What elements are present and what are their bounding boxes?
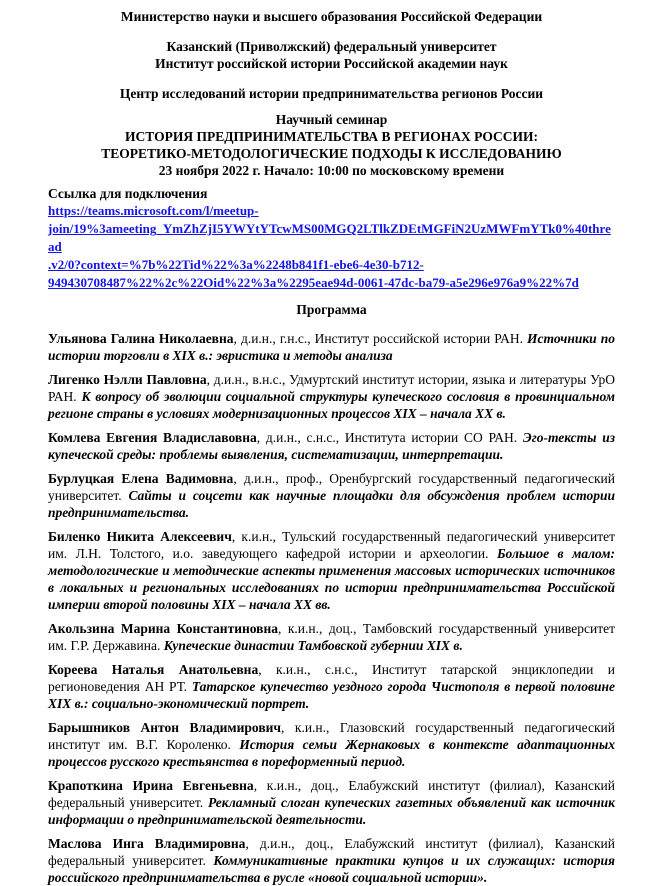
connection-link-block [48, 185, 615, 292]
institute-line: Институт российской истории Российской академии наук [155, 56, 508, 71]
meeting-link[interactable] [48, 202, 615, 292]
program-entry [48, 777, 615, 828]
program-entry [48, 330, 615, 364]
seminar-title-block [48, 111, 615, 179]
speaker-name: Биленко Никита Алексеевич [48, 529, 232, 544]
program-entry [48, 719, 615, 770]
seminar-datetime: 23 ноября 2022 г. Начало: 10:00 по московскому времени [158, 163, 505, 178]
talk-topic: История семьи Жернаковых в контексте адаптационных процессов русского крестьянства в пореформенный период. [48, 737, 615, 769]
speaker-details: , д.и.н., с.н.с., Института истории СО РАН. [256, 430, 523, 445]
connection-link-label: Ссылка для подключения [48, 186, 208, 201]
talk-topic: Эго-тексты из купеческой среды: проблемы выявления, систематизации, интерпретации. [48, 430, 615, 462]
program-entry [48, 620, 615, 654]
speaker-name: Комлева Евгения Владиславовна [48, 430, 257, 445]
talk-topic: Источники по истории торговли в XIX в.: эвристика и методы анализа [48, 331, 615, 363]
speaker-details: , д.и.н., проф., Оренбургский государственный педагогический университет. [48, 471, 615, 503]
meeting-link-line: https://teams.microsoft.com/l/meetup- [48, 203, 259, 218]
speaker-details: , к.и.н., доц., Елабужский институт (филиал), Казанский федеральный университет. [48, 778, 615, 810]
speaker-details: , д.и.н., г.н.с., Институт российской истории РАН. [233, 331, 528, 346]
program-entries [48, 330, 615, 886]
speaker-name: Бурлуцкая Елена Вадимовна [48, 471, 234, 486]
speaker-details: , к.и.н., Тульский государственный педагогический университет им. Л.Н. Толстого, и.о. заведующего кафедрой истории и археологии. [48, 529, 615, 561]
speaker-details: , к.и.н., доц., Тамбовский государственный университет им. Г.Р. Державина. [48, 621, 615, 653]
speaker-details: , к.и.н., Глазовский государственный педагогический институт им. В.Г. Короленко. [48, 720, 615, 752]
speaker-name: Крапоткина Ирина Евгеньевна [48, 778, 254, 793]
program-entry [48, 661, 615, 712]
speaker-name: Барышников Антон Владимирович [48, 720, 282, 735]
talk-topic: Рекламный слоган купеческих газетных объявлений как источник информации о предпринимательской деятельности. [48, 795, 615, 827]
talk-topic: Татарское купечество уездного города Чистополя в первой половине XIX в.: социально-экономический портрет. [48, 679, 615, 711]
center-line: Центр исследований истории предпринимательства регионов России [119, 86, 544, 101]
speaker-details: , д.и.н., доц., Елабужский институт (филиал), Казанский федеральный университет. [48, 836, 615, 868]
speaker-name: Кореева Наталья Анатольевна [48, 662, 259, 677]
program-entry [48, 528, 615, 613]
program-entry [48, 371, 615, 422]
seminar-title-line2: ТЕОРЕТИКО-МЕТОДОЛОГИЧЕСКИЕ ПОДХОДЫ К ИССЛЕДОВАНИЮ [101, 146, 562, 161]
speaker-name: Лигенко Нэлли Павловна [48, 372, 207, 387]
meeting-link-line: .v2/0?context=%7b%22Tid%22%3a%2248b841f1-ebe6-4e30-b712- [48, 257, 424, 272]
speaker-name: Маслова Инга Владимировна [48, 836, 246, 851]
speaker-name: Ульянова Галина Николаевна [48, 331, 234, 346]
speaker-details: , д.и.н., в.н.с., Удмуртский институт истории, языка и литературы УрО РАН. [48, 372, 615, 404]
talk-topic: Купеческие династии Тамбовской губернии XIX в. [163, 638, 463, 653]
program-entry [48, 470, 615, 521]
talk-topic: Большое в малом: методологические и методические аспекты применения массовых исторических источников в локальных и региональных исследованиях по истории предпринимательства Российской империи второй половины XIX – начала XX вв. [48, 546, 615, 612]
talk-topic: Сайты и соцсети как научные площадки для обсуждения проблем истории предпринимательства. [48, 488, 615, 520]
ministry-line: Министерство науки и высшего образования Российской Федерации [120, 9, 543, 24]
speaker-name: Акользина Марина Константиновна [48, 621, 279, 636]
seminar-title-line1: ИСТОРИЯ ПРЕДПРИНИМАТЕЛЬСТВА В РЕГИОНАХ РОССИИ: [125, 129, 538, 144]
speaker-details: , к.и.н., с.н.с., Институт татарской энциклопедии и регионоведения АН РТ. [48, 662, 615, 694]
talk-topic: К вопросу об эволюции социальной структуры купеческого сословия в провинциальном регионе страны в условиях модернизационных процессов XIX – начала XX в. [48, 389, 615, 421]
university-line: Казанский (Приволжский) федеральный университет [166, 39, 497, 54]
meeting-link-line: 949430708487%22%2c%22Oid%22%3a%2295eae94d-0061-47dc-ba79-a5e296e976a9%22%7d [48, 275, 579, 290]
program-heading: Программа [296, 302, 367, 317]
program-entry [48, 429, 615, 463]
seminar-kicker: Научный семинар [275, 112, 388, 127]
meeting-link-line: join/19%3ameeting_YmZhZjI5YWYtYTcwMS00MGQ2LTlkZDEtMGFiN2UzMWFmYTk0%40thread [48, 221, 611, 254]
program-entry [48, 835, 615, 886]
talk-topic: Коммуникативные практики купцов и их служащих: история российского предпринимательства в русле «новой социальной истории». [48, 853, 615, 885]
